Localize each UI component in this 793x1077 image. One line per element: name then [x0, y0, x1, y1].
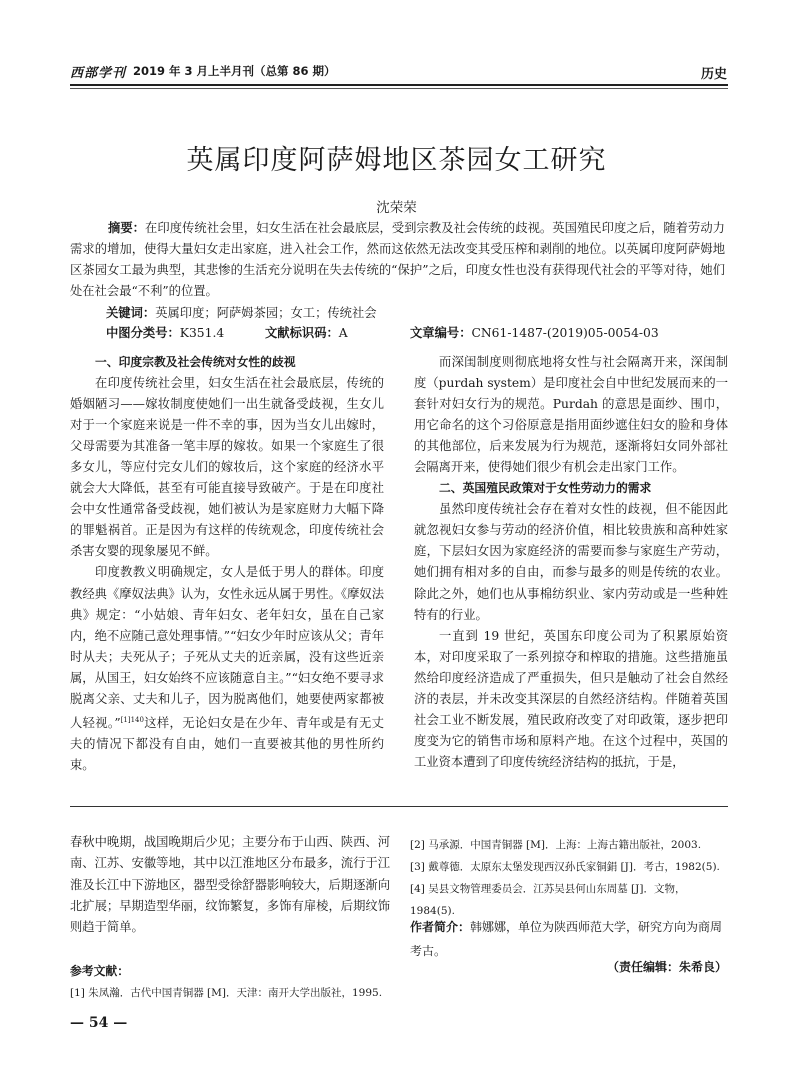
right-column — [414, 352, 728, 773]
reference-item: [4] 吴县文物管理委员会．江苏吴县何山东周墓 [J]．文物，1984(5). — [410, 883, 686, 917]
keywords — [106, 303, 377, 321]
header-rule — [70, 84, 728, 86]
page-number: — 54 — — [70, 1015, 128, 1031]
citation: [1]140 — [120, 715, 144, 724]
paragraph-text: 这样，无论妇女是在少年、青年或是有无丈夫的情况下都没有自由，她们一直要被其他的男性所约束。 — [70, 715, 384, 772]
keywords-label: 关键词： — [106, 306, 156, 320]
previous-article-tail: 春秋中晚期，战国晚期后少见；主要分布于山西、陕西、河南、江苏、安徽等地，其中以江淮地区分布最多，流行于江淮及长江中下游地区，器型受徐舒器影响较大，后期逐渐向北扩展；早期造型华丽，纹饰繁复，多饰有扉棱，后期纹饰则趋于简单。 — [70, 835, 390, 935]
doc-value: A — [338, 326, 348, 340]
article-author: 沈荣荣 — [376, 200, 417, 216]
issue-info: 2019 年 3 月上半月刊（总第 86 期） — [133, 64, 336, 78]
paragraph: 虽然印度传统社会存在着对女性的歧视，但不能因此就忽视妇女参与劳动的经济价值，相比较贵族和高种姓家庭，下层妇女因为家庭经济的需要而参与家庭生产劳动，她们拥有相对多的自由，而参与最多的则是传统的农业。除此之外，她们也从事棉纺织业、家内劳动或是一些种姓特有的行业。 — [414, 502, 728, 622]
left-column — [70, 352, 384, 776]
abstract-text: 在印度传统社会里，妇女生活在社会最底层，受到宗教及社会传统的歧视。英国殖民印度之后，随着劳动力需求的增加，使得大量妇女走出家庭，进入社会工作，然而这依然无法改变其受压榨和剥削的地位。以英属印度阿萨姆地区茶园女工最为典型，其悲惨的生活充分说明在失去传统的“保护”之后，印度女性也没有获得现代社会的平等对待，她们处在社会最“不利”的位置。 — [70, 221, 725, 298]
bio-label: 作者简介： — [410, 920, 471, 934]
references-label: 参考文献： — [70, 964, 129, 978]
article-separator — [70, 806, 728, 807]
article-number — [410, 323, 659, 341]
doc-code — [265, 323, 348, 341]
section-heading-1: 一、印度宗教及社会传统对女性的歧视 — [95, 355, 296, 369]
editor-credit: （责任编辑：朱希良） — [606, 960, 727, 974]
paragraph: 在印度传统社会里，妇女生活在社会最底层，传统的婚姻陋习——嫁妆制度使她们一出生就备受歧视，生女儿对于一个家庭来说是一件不幸的事，因为当女儿出嫁时，父母需要为其准备一笔丰厚的嫁妆。如果一个家庭生了很多女儿，等应付完女儿们的嫁妆后，这个家庭的经济水平就会大大降低，甚至有可能直接导致破产。于是在印度社会中女性通常备受歧视，她们被认为是家庭财力大幅下降的罪魁祸首。正是因为有这样的传统观念，印度传统社会杀害女婴的现象屡见不鲜。 — [70, 376, 384, 559]
art-label: 文章编号： — [410, 326, 472, 340]
clc-value: K351.4 — [179, 326, 225, 340]
bio-text: 韩娜娜，单位为陕西师范大学，研究方向为商周考古。 — [410, 920, 723, 958]
clc-label: 中图分类号： — [106, 326, 180, 340]
reference-item: [1] 朱凤瀚．古代中国青铜器 [M]．天津：南开大学出版社，1995. — [70, 987, 383, 999]
section-label: 历史 — [700, 67, 727, 82]
clc-number — [106, 323, 224, 341]
reference-item: [3] 戴尊德．太原东太堡发现西汉孙氏家铜鋗 [J]．考古，1982(5). — [410, 861, 720, 873]
art-value: CN61-1487-(2019)05-0054-03 — [471, 326, 659, 340]
header-rule-thin — [70, 88, 728, 89]
doc-label: 文献标识码： — [265, 326, 339, 340]
reference-list — [410, 834, 728, 922]
journal-logo: 西部学刊 — [70, 66, 127, 81]
reference-item: [2] 马承源．中国青铜器 [M]．上海：上海古籍出版社，2003. — [410, 839, 702, 851]
paragraph: 一直到 19 世纪，英国东印度公司为了积累原始资本，对印度采取了一系列掠夺和榨取的措施。这些措施虽然给印度经济造成了严重损失，但只是触动了社会自然经济的表层，并未改变其深层的自然经济结构。伴随着英国社会工业不断发展，殖民政府改变了对印政策，逐步把印度变为它的销售市场和原料产地。在这个过程中，英国的工业资本遭到了印度传统经济结构的抵抗，于是， — [414, 628, 728, 769]
abstract-label: 摘要： — [108, 221, 146, 235]
keywords-text: 英属印度；阿萨姆茶园；女工；传统社会 — [155, 306, 377, 320]
abstract — [70, 218, 725, 302]
author-bio — [410, 915, 730, 963]
section-heading-2: 二、英国殖民政策对于女性劳动力的需求 — [439, 481, 652, 496]
paragraph-text: 印度教教义明确规定，女人是低于男人的群体。印度教经典《摩奴法典》认为，女性永远从属于男性。《摩奴法典》规定：“小姑娘、青年妇女、老年妇女，虽在自己家内，绝不应随己意处理事情。”“妇女少年时应该从父；青年时从夫；夫死从子；子死从丈夫的近亲属，没有这些近亲属，从国王，妇女始终不应该随意自主。”“妇女绝不要寻求脱离父亲、丈夫和儿子，因为脱离他们，她要使两家都被人轻视。” — [70, 565, 384, 730]
article-title: 英属印度阿萨姆地区茶园女工研究 — [186, 145, 607, 176]
paragraph: 而深闺制度则彻底地将女性与社会隔离开来，深闺制度（purdah system）是印度社会自中世纪发展而来的一套针对妇女行为的规范。Purdah 的意思是面纱、围巾，用它命名的这个习俗原意是指用面纱遮住妇女的脸和身体的其他部位，后来发展为行为规范，逐渐将妇女同外部社会隔离开来，使得她们很少有机会走出家门工作。 — [414, 355, 728, 475]
paragraph — [70, 562, 384, 776]
